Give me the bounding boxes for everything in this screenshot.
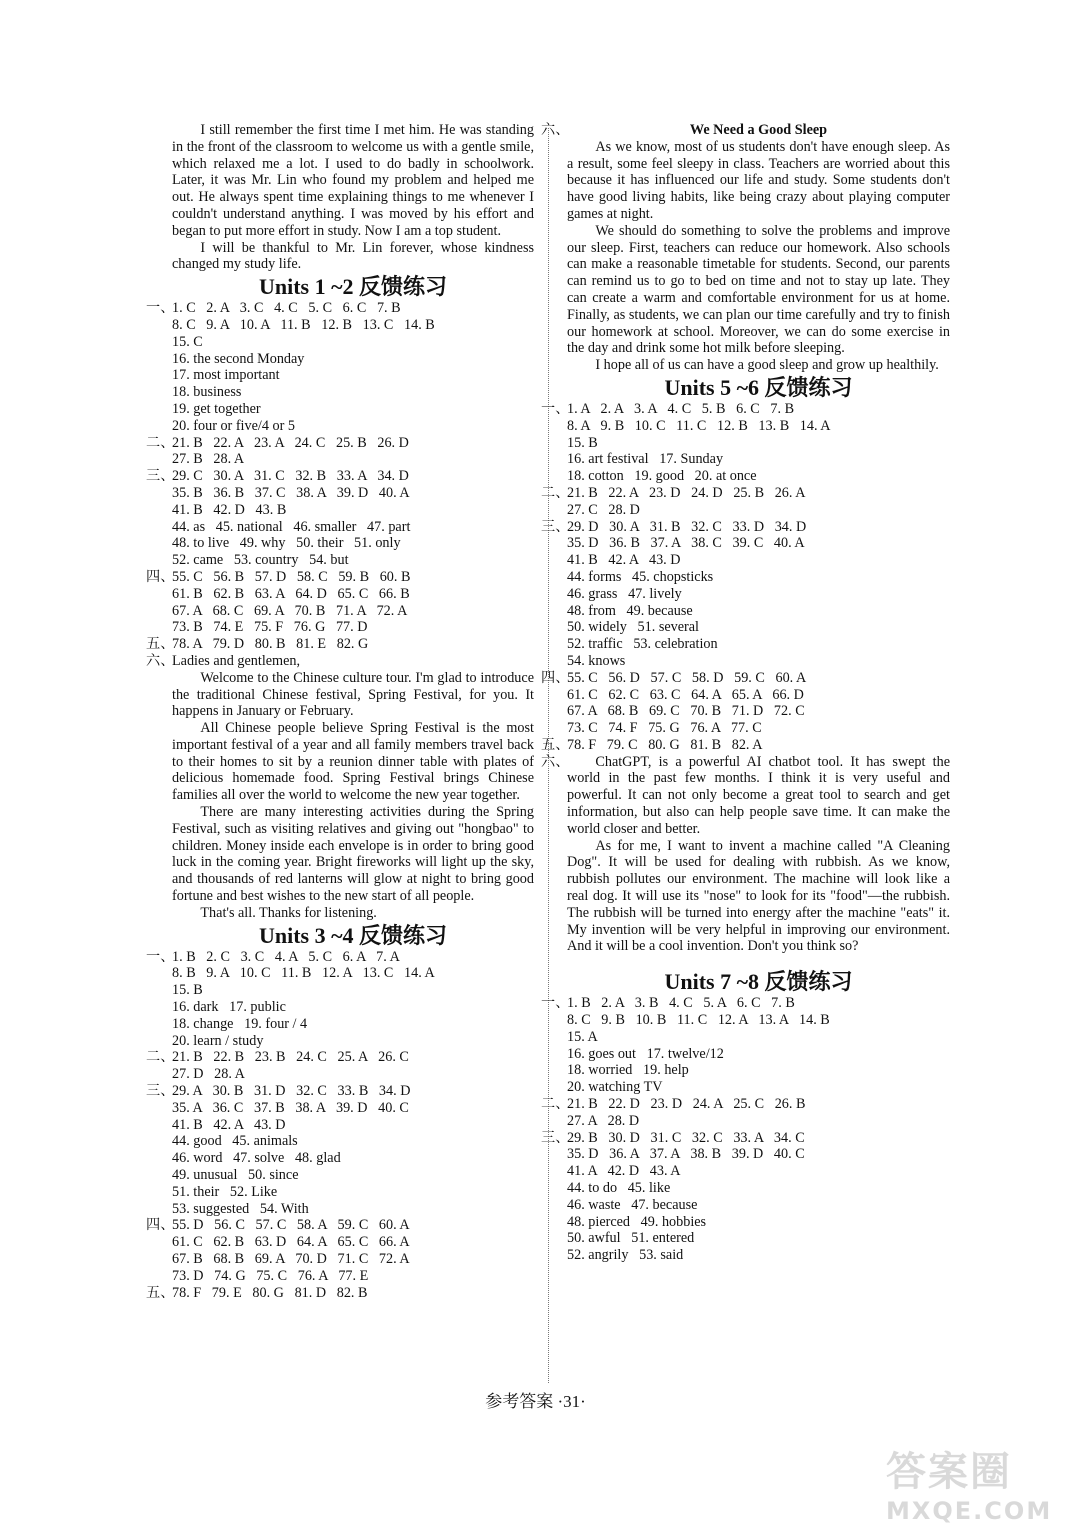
answer-section-3 [541,1129,950,1264]
section-mark: 五、 [146,1284,175,1301]
section-mark: 三、 [146,468,175,485]
answer-line: 21. B 22. B 23. B 24. C 25. A 26. C [172,1049,409,1066]
answer-line: 73. D 74. G 75. C 76. A 77. E [172,1267,369,1284]
watermark [886,1440,1066,1530]
answer-line: 41. B 42. D 43. B [172,501,287,518]
answer-line: 15. C [172,333,203,350]
answer-line: 41. B 42. A 43. D [567,552,681,569]
answer-line: 1. A 2. A 3. A 4. C 5. B 6. C 7. B [567,400,795,417]
speech-paragraph: There are many interesting activities during the Spring Festival, such as visiting relatives and giving out "hongbao" to children. Money inside each envelope is in order to bring good luck in the coming year. Bright fireworks will light up the sky, and thousands of red lanterns will glow at night to bring good fortune and best wishes to the new start of all people. [172,804,534,905]
section-heading: Units 3 ~4 反馈练习 [258,922,448,948]
essay-paragraph: I hope all of us can have a good sleep and grow up healthily. [595,357,939,374]
answer-line: 29. C 30. A 31. C 32. B 33. A 34. D [172,468,409,485]
section-mark: 四、 [146,568,175,585]
answer-line: 16. the second Monday [172,350,305,367]
section-heading: Units 7 ~8 反馈练习 [664,969,853,995]
section-mark: 六、 [146,652,175,669]
section-mark: 二、 [541,484,570,501]
answer-section-4 [541,669,950,737]
right-column [541,122,950,1264]
answer-line: 44. good 45. animals [172,1133,298,1150]
answer-line: 27. B 28. A [172,451,245,468]
answer-line: 15. A [567,1028,598,1045]
answer-line: 35. B 36. B 37. C 38. A 39. D 40. A [172,484,410,501]
section-mark: 二、 [146,434,175,451]
answer-line: 35. A 36. C 37. B 38. A 39. D 40. C [172,1099,409,1116]
answer-section-2 [541,1096,950,1130]
answer-line: 67. B 68. B 69. A 70. D 71. C 72. A [172,1251,410,1267]
answer-line: 55. D 56. C 57. C 58. A 59. C 60. A [172,1217,410,1234]
answer-section-1 [146,300,534,434]
answer-section-2 [541,484,950,519]
answer-section-3 [541,518,950,670]
section-mark: 二、 [541,1096,570,1113]
section-mark: 一、 [541,995,570,1012]
answer-line: 55. C 56. B 57. D 58. C 59. B 60. B [172,568,411,585]
answer-section-1 [541,400,950,485]
answer-section-5 [146,636,534,653]
answer-line: 8. B 9. A 10. C 11. B 12. A 13. C 14. A [172,965,435,982]
answer-line: 54. knows [567,652,626,669]
answer-line: 1. B 2. A 3. B 4. C 5. A 6. C 7. B [567,995,795,1012]
essay-paragraph: As we know, most of us students don't have enough sleep. As a result, some feel sleepy in class. Teachers are worried about this because it has influenced our life and study. Some students don't have good living habits, like being crazy about playing computer games at night. [567,138,950,222]
answer-line: 18. cotton 19. good 20. at once [567,468,757,485]
answer-line: 41. A 42. D 43. A [567,1163,681,1180]
speech-paragraph: All Chinese people believe Spring Festival is the most important festival of a year and all family members travel back to their homes to sit by a reunion dinner table with plates of delicious homemade food. Spring Festival brings Chinese families all over the world to welcome the new year together. [172,720,534,804]
essay-paragraph: ChatGPT, is a powerful AI chatbot tool. It has swept the world in the past few months. I think it is very useful and powerful. It can not only become a great tool to search and get information, but also can help people save time. It can make the world closer and better. [567,753,950,837]
answer-line: 52. came 53. country 54. but [172,552,349,569]
answer-line: 21. B 22. D 23. D 24. A 25. C 26. B [567,1096,806,1113]
answer-line: 8. C 9. B 10. B 11. C 12. A 13. A 14. B [567,1012,830,1029]
speech-closing: That's all. Thanks for listening. [200,904,377,921]
section-mark: 三、 [146,1083,175,1100]
answer-line: 61. C 62. B 63. D 64. A 65. C 66. A [172,1234,410,1251]
answer-line: 78. A 79. D 80. B 81. E 82. G [172,636,369,653]
answer-line: 20. learn / study [172,1032,264,1049]
essay-paragraph: As for me, I want to invent a machine called "A Cleaning Dog". It will be used for dealing with rubbish. As we know, rubbish pollutes our environment. The machine will look like a real dog. It will use its "nose" to look for its "food"—the rubbish. The rubbish will be turned into energy after the machine "eats" it. My invention will be very helpful in improving our environment. And it will be a cool invention. Don't you think so? [567,837,950,955]
answer-section-1 [541,995,950,1096]
answer-line: 8. C 9. A 10. A 11. B 12. B 13. C 14. B [172,316,435,333]
writing-section [146,652,534,922]
answer-line: 19. get together [172,400,261,417]
answer-line: 27. C 28. D [567,501,640,518]
answer-line: 27. A 28. D [567,1112,640,1129]
answer-line: 18. change 19. four / 4 [172,1015,308,1032]
answer-line: 78. F 79. E 80. G 81. D 82. B [172,1284,368,1301]
answer-line: 20. watching TV [567,1079,663,1096]
answer-line: 16. art festival 17. Sunday [567,451,724,468]
answer-section-2 [146,434,534,469]
answer-line: 52. angrily 53. said [567,1247,684,1264]
section-mark: 一、 [146,300,175,317]
answer-line: 67. A 68. C 69. A 70. B 71. A 72. A [172,602,408,619]
essay-title: We Need a Good Sleep [689,122,828,138]
answer-line: 44. to do 45. like [567,1180,671,1197]
answer-section-5 [146,1284,534,1302]
section-mark: 三、 [541,518,570,535]
answer-line: 46. waste 47. because [567,1196,698,1213]
left-column [146,122,534,1301]
section-mark: 五、 [541,736,570,753]
section-mark: 一、 [541,400,570,417]
answer-section-4 [146,568,534,636]
answer-section-3 [146,1083,534,1217]
section-mark: 六、 [541,122,570,138]
answer-line: 78. F 79. C 80. G 81. B 82. A [567,736,763,753]
watermark-logo: 答案圈 [886,1449,1012,1495]
answer-line: 16. goes out 17. twelve/12 [567,1045,724,1062]
answer-line: 21. B 22. A 23. A 24. C 25. B 26. D [172,434,409,451]
answer-section-2 [146,1049,534,1083]
answer-line: 17. most important [172,367,280,384]
answer-line: 15. B [567,434,598,451]
answer-line: 20. four or five/4 or 5 [172,417,295,434]
answer-line: 67. A 68. B 69. C 70. B 71. D 72. C [567,703,805,720]
answer-line: 27. D 28. A [172,1066,245,1083]
section-mark: 一、 [146,948,175,965]
answer-line: 1. B 2. C 3. C 4. A 5. C 6. A 7. A [172,948,400,965]
answer-line: 8. A 9. B 10. C 11. C 12. B 13. B 14. A [567,417,831,434]
answer-line: 48. from 49. because [567,602,693,619]
answer-line: 35. D 36. B 37. A 38. C 39. C 40. A [567,535,805,552]
watermark-site: MXQE.COM [886,1497,1053,1525]
answer-line: 52. traffic 53. celebration [567,636,718,653]
answer-line: 15. B [172,982,203,999]
answer-line: 50. widely 51. several [567,619,699,636]
answer-line: 73. C 74. F 75. G 76. A 77. C [567,720,762,737]
writing-section [541,122,950,374]
answer-line: 53. suggested 54. With [172,1200,309,1217]
answer-line: 44. as 45. national 46. smaller 47. part [172,518,411,535]
answer-section-4 [146,1217,534,1284]
essay-paragraph: I will be thankful to Mr. Lin forever, whose kindness changed my study life. [172,239,534,273]
answer-line: 16. dark 17. public [172,999,286,1016]
answer-line: 50. awful 51. entered [567,1230,695,1247]
answer-line: 41. B 42. A 43. D [172,1116,286,1133]
answer-line: 35. D 36. A 37. A 38. B 39. D 40. C [567,1146,805,1163]
answer-line: 21. B 22. A 23. D 24. D 25. B 26. A [567,484,806,501]
essay-paragraph: I still remember the first time I met him. He was standing in the front of the classroom to welcome us with a gentle smile, which relaxed me a lot. I used to do badly in schoolwork. Later, it was Mr. Lin who found my problem and helped me out. He always spent time explaining things to me whenever I couldn't understand anything. I was moved by his effort and began to put more effort in study. Now I am a top student. [172,122,534,239]
answer-line: 49. unusual 50. since [172,1167,299,1184]
answer-line: 29. B 30. D 31. C 32. C 33. A 34. C [567,1129,805,1146]
essay-paragraph: We should do something to solve the problems and improve our sleep. First, teachers can reduce our homework. Also schools can make a reasonable timetable for students. Second, our parents can remind us to go to bed on time and not to stay up late. They can create a warm and comfortable environment for us at home. Finally, as students, we can plan our time carefully and try to finish our homework at school. Moreover, we can do some exercise in the day and drink some hot milk before sleeping. [567,222,950,357]
answer-section-3 [146,468,534,569]
section-mark: 四、 [541,669,570,686]
answer-line: 46. grass 47. lively [567,585,682,602]
answer-line: 48. pierced 49. hobbies [567,1213,707,1230]
speech-opening: Ladies and gentlemen, [172,652,301,669]
answer-section-1 [146,948,534,1050]
answer-line: 29. D 30. A 31. B 32. C 33. D 34. D [567,518,807,535]
answer-line: 18. business [172,384,242,401]
answer-line: 51. their 52. Like [172,1183,278,1200]
writing-section [541,753,950,956]
section-heading: Units 1 ~2 反馈练习 [258,274,448,300]
answer-line: 61. C 62. C 63. C 64. A 65. A 66. D [567,686,804,703]
speech-paragraph: Welcome to the Chinese culture tour. I'm glad to introduce the traditional Chinese festival, Spring Festival, for you. It happens in January or February. [172,669,534,720]
answer-line: 61. B 62. B 63. A 64. D 65. C 66. B [172,585,410,602]
answer-line: 18. worried 19. help [567,1062,689,1079]
section-mark: 三、 [541,1129,570,1146]
answer-line: 48. to live 49. why 50. their 51. only [172,535,401,552]
section-heading: Units 5 ~6 反馈练习 [664,374,853,400]
answer-section-5 [541,736,950,754]
answer-line: 55. C 56. D 57. C 58. D 59. C 60. A [567,669,807,686]
answer-line: 44. forms 45. chopsticks [567,568,714,585]
page-footer: 参考答案 ·31· [485,1392,586,1411]
section-mark: 四、 [146,1217,175,1234]
answer-line: 46. word 47. solve 48. glad [172,1150,341,1167]
section-mark: 二、 [146,1049,175,1066]
section-mark: 六、 [541,753,570,770]
answer-line: 1. C 2. A 3. C 4. C 5. C 6. C 7. B [172,300,401,317]
answer-line: 29. A 30. B 31. D 32. C 33. B 34. D [172,1083,411,1100]
section-mark: 五、 [146,636,175,653]
answer-line: 73. B 74. E 75. F 76. G 77. D [172,619,368,636]
